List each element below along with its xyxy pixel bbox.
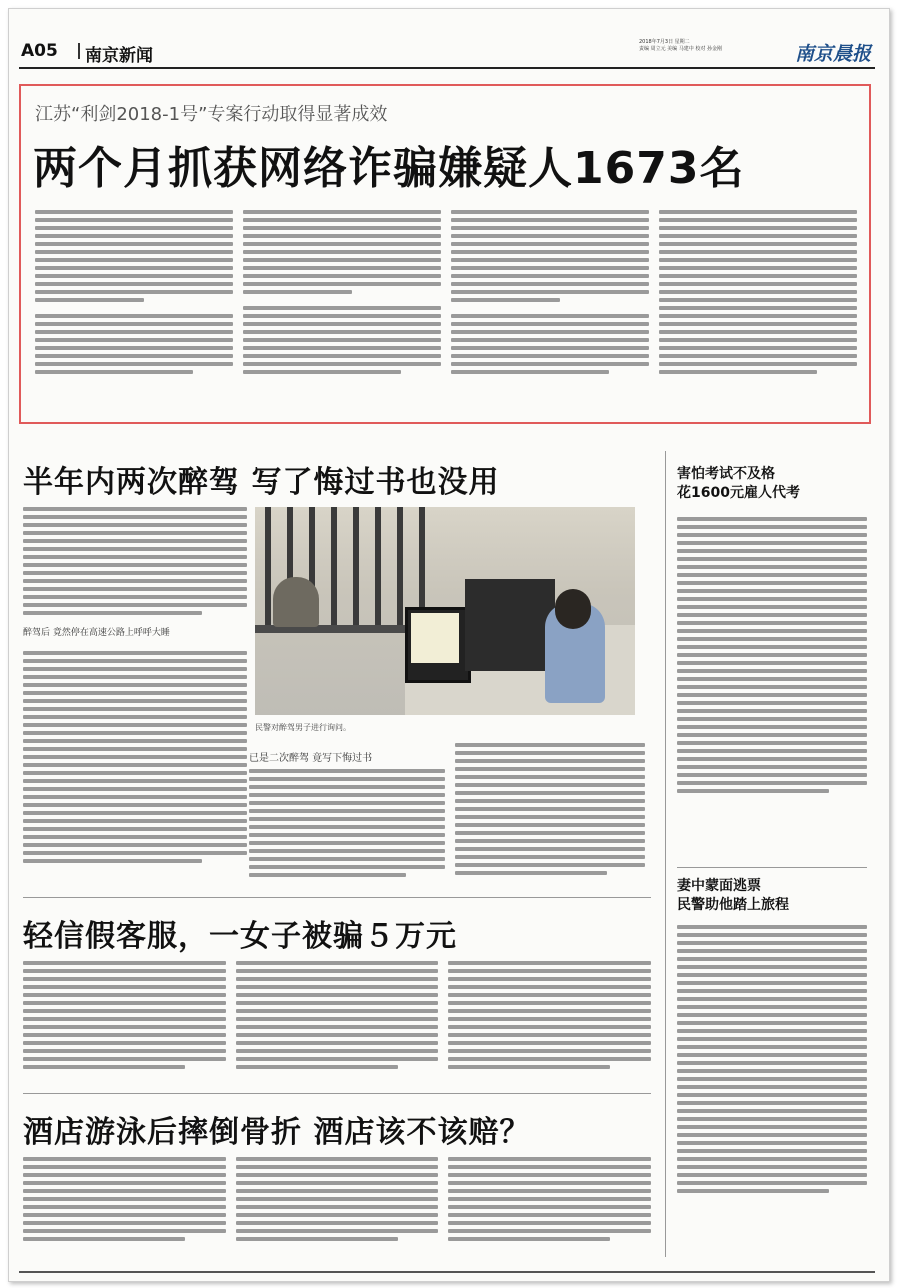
drunk-subhead-2: 已是二次醉驾 竟写下悔过书	[249, 753, 373, 764]
sidebar-column	[677, 923, 867, 1253]
newspaper-logo: 南京晨报	[794, 43, 871, 65]
drunk-column	[249, 767, 445, 887]
scam-headline: 轻信假客服，一女子被骗５万元	[23, 919, 457, 954]
hotel-body	[23, 1155, 651, 1255]
lead-headline: 两个月抓获网络诈骗嫌疑人1673名	[33, 143, 745, 194]
lead-column	[659, 208, 857, 414]
sidebar-divider	[665, 451, 666, 1257]
scam-column	[448, 959, 651, 1079]
sidebar-rule	[677, 867, 867, 868]
sidebar-1-body	[677, 515, 867, 855]
hotel-column	[448, 1155, 651, 1255]
drunk-left-text	[23, 505, 247, 885]
newspaper-page	[8, 8, 890, 1282]
section-name: 南京新闻	[85, 46, 153, 66]
sidebar-column	[677, 515, 867, 855]
masthead-divider	[78, 43, 80, 59]
page-footer-rule	[19, 1271, 875, 1273]
lead-column	[243, 208, 441, 414]
editor-line: 责编 周立元 美编 马建中 校对 孙金刚	[639, 46, 722, 52]
section-rule	[23, 897, 651, 898]
drunk-column	[455, 741, 645, 887]
sidebar-2-headline: 妻中蒙面逃票 民警助他踏上旅程	[677, 878, 789, 913]
drunk-mid-text	[249, 767, 445, 887]
drunk-headline: 半年内两次醉驾 写了悔过书也没用	[23, 465, 500, 500]
hotel-column	[23, 1155, 226, 1255]
scam-column	[236, 959, 439, 1079]
hotel-column	[236, 1155, 439, 1255]
drunk-right-text	[455, 741, 645, 887]
masthead-meta	[639, 39, 789, 53]
lead-body	[35, 208, 857, 414]
sidebar-1-headline: 害怕考试不及格 花1600元雇人代考	[677, 466, 800, 501]
sidebar-2-body	[677, 923, 867, 1253]
lead-column	[451, 208, 649, 414]
scam-body	[23, 959, 651, 1079]
scam-column	[23, 959, 226, 1079]
hotel-headline: 酒店游泳后摔倒骨折 酒店该不该赔？	[23, 1115, 531, 1150]
police-interview-photo	[255, 507, 635, 715]
lead-column	[35, 208, 233, 414]
drunk-subhead-1: 醉驾后 竟然停在高速公路上呼呼大睡	[23, 628, 170, 638]
page-number: A05	[21, 41, 58, 61]
drunk-column	[23, 505, 247, 885]
photo-caption: 民警对醉驾男子进行询问。	[255, 723, 351, 732]
date-line: 2018年7月3日 星期二	[639, 39, 690, 45]
masthead	[19, 37, 875, 69]
lead-kicker: 江苏“利剑2018-1号”专案行动取得显著成效	[35, 104, 388, 125]
section-rule	[23, 1093, 651, 1094]
lead-story-highlight	[19, 84, 871, 424]
